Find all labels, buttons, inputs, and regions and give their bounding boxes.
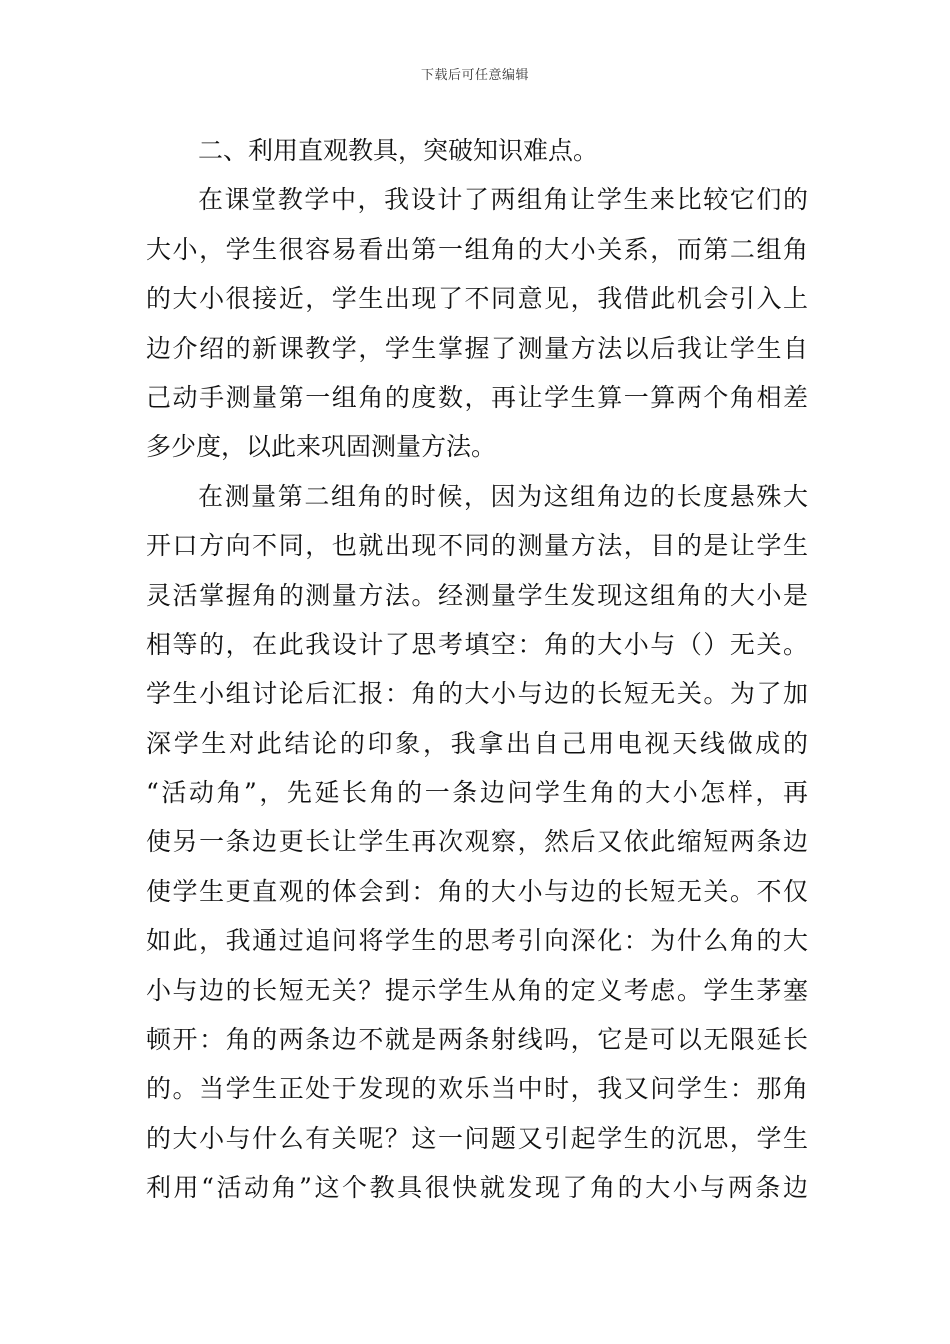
text-line: 的大小很接近，学生出现了不同意见，我借此机会引入上	[146, 284, 808, 314]
page-header: 下载后可任意编辑	[420, 68, 529, 83]
text-line: 小与边的长短无关？提示学生从角的定义考虑。学生茅塞	[146, 975, 808, 1005]
text-line: 利用“活动角”这个教具很快就发现了角的大小与两条边	[146, 1173, 808, 1203]
text-line: 的。当学生正处于发现的欢乐当中时，我又问学生：那角	[146, 1074, 808, 1104]
text-line: 的大小与什么有关呢？这一问题又引起学生的沉思，学生	[146, 1123, 808, 1153]
text-line: 二、利用直观教具，突破知识难点。	[198, 136, 599, 165]
text-line: 己动手测量第一组角的度数，再让学生算一算两个角相差	[146, 382, 808, 412]
text-line: 大小，学生很容易看出第一组角的大小关系，而第二组角	[146, 234, 808, 264]
text-line: 多少度，以此来巩固测量方法。	[146, 432, 497, 462]
text-line: 在测量第二组角的时候，因为这组角边的长度悬殊大	[198, 481, 808, 511]
text-line: “活动角”，先延长角的一条边问学生角的大小怎样，再	[146, 778, 808, 808]
text-line: 在课堂教学中，我设计了两组角让学生来比较它们的	[198, 185, 808, 215]
text-line: 边介绍的新课教学，学生掌握了测量方法以后我让学生自	[146, 333, 808, 363]
text-line: 灵活掌握角的测量方法。经测量学生发现这组角的大小是	[146, 580, 808, 610]
text-line: 学生小组讨论后汇报：角的大小与边的长短无关。为了加	[146, 679, 808, 709]
text-line: 如此，我通过追问将学生的思考引向深化：为什么角的大	[146, 926, 808, 956]
text-line: 相等的，在此我设计了思考填空：角的大小与（）无关。	[146, 629, 808, 659]
text-line: 顿开：角的两条边不就是两条射线吗，它是可以无限延长	[146, 1025, 808, 1055]
text-line: 使另一条边更长让学生再次观察，然后又依此缩短两条边	[146, 827, 808, 857]
document-body	[146, 126, 808, 1213]
text-line: 使学生更直观的体会到：角的大小与边的长短无关。不仅	[146, 876, 808, 906]
text-line: 深学生对此结论的印象，我拿出自己用电视天线做成的	[146, 728, 808, 758]
text-line: 开口方向不同，也就出现不同的测量方法，目的是让学生	[146, 531, 808, 561]
